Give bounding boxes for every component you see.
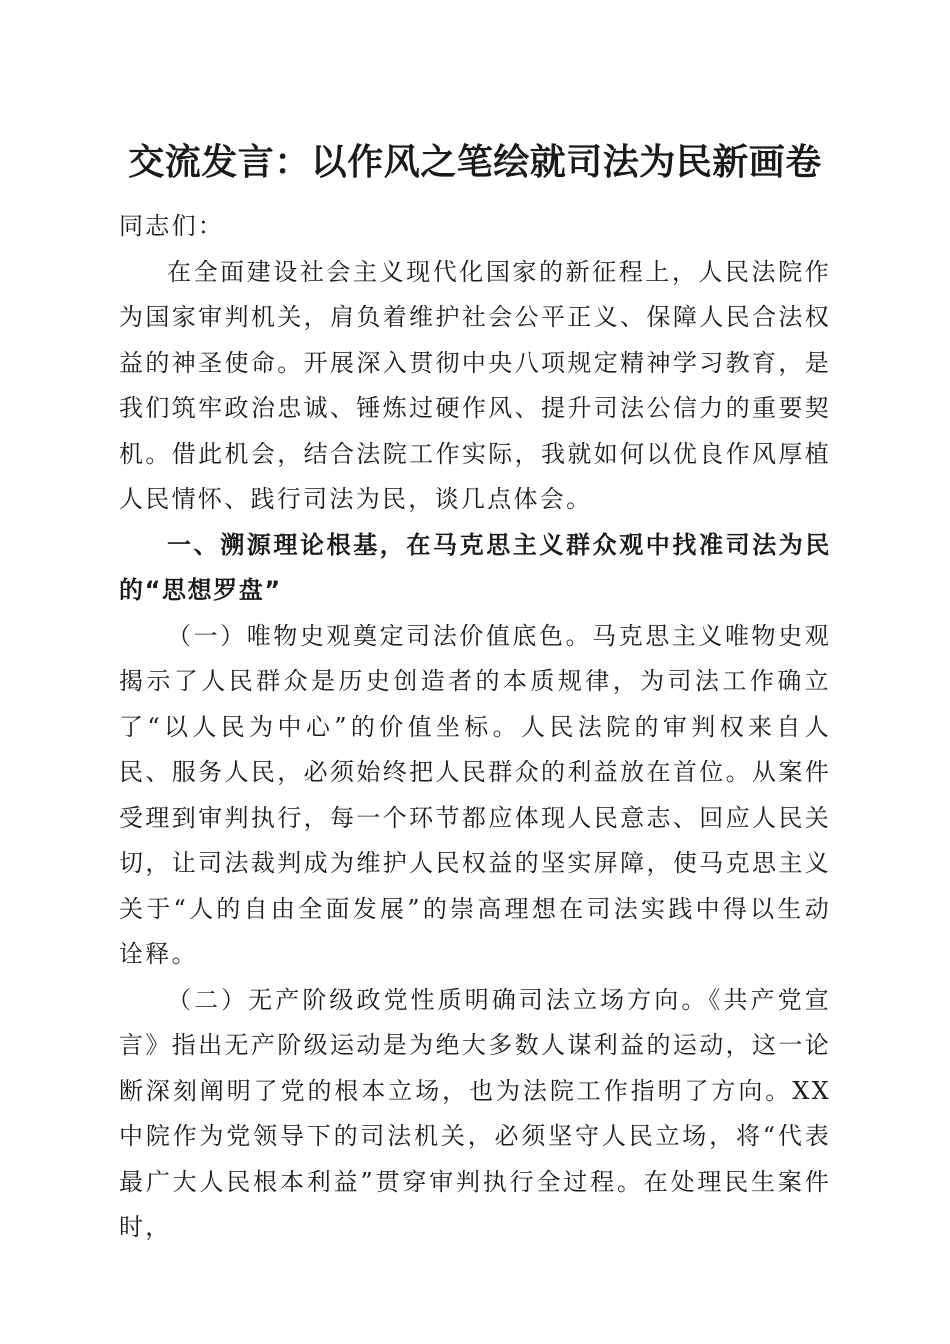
document-title: 交流发言：以作风之笔绘就司法为民新画卷 [128, 141, 822, 183]
paragraph-subsection-1: （一）唯物史观奠定司法价值底色。马克思主义唯物史观揭示了人民群众是历史创造者的本质规律，为司法工作确立了“以人民为中心”的价值坐标。人民法院的审判权来自人民、服务人民，必须始终把人民群众的利益放在首位。从案件受理到审判执行，每一个环节都应体现人民意志、回应人民关切，让司法裁判成为维护人民权益的坚实屏障，使马克思主义关于“人的自由全面发展”的崇高理想在司法实践中得以生动诠释。 [119, 621, 831, 968]
section-heading-1: 一、溯源理论根基，在马克思主义群众观中找准司法为民的“思想罗盘” [119, 530, 831, 604]
document-body [119, 204, 831, 1251]
salutation: 同志们： [119, 212, 225, 240]
paragraph-intro: 在全面建设社会主义现代化国家的新征程上，人民法院作为国家审判机关，肩负着维护社会公平正义、保障人民合法权益的神圣使命。开展深入贯彻中央八项规定精神学习教育，是我们筑牢政治忠诚、锤炼过硬作风、提升司法公信力的重要契机。借此机会，结合法院工作实际，我就如何以优良作风厚植人民情怀、践行司法为民，谈几点体会。 [119, 257, 831, 513]
paragraph-subsection-2: （二）无产阶级政党性质明确司法立场方向。《共产党宣言》指出无产阶级运动是为绝大多数人谋利益的运动，这一论断深刻阐明了党的根本立场，也为法院工作指明了方向。XX中院作为党领导下的司法机关，必须坚守人民立场，将“代表最广大人民根本利益”贯穿审判执行全过程。在处理民生案件时， [119, 985, 831, 1241]
